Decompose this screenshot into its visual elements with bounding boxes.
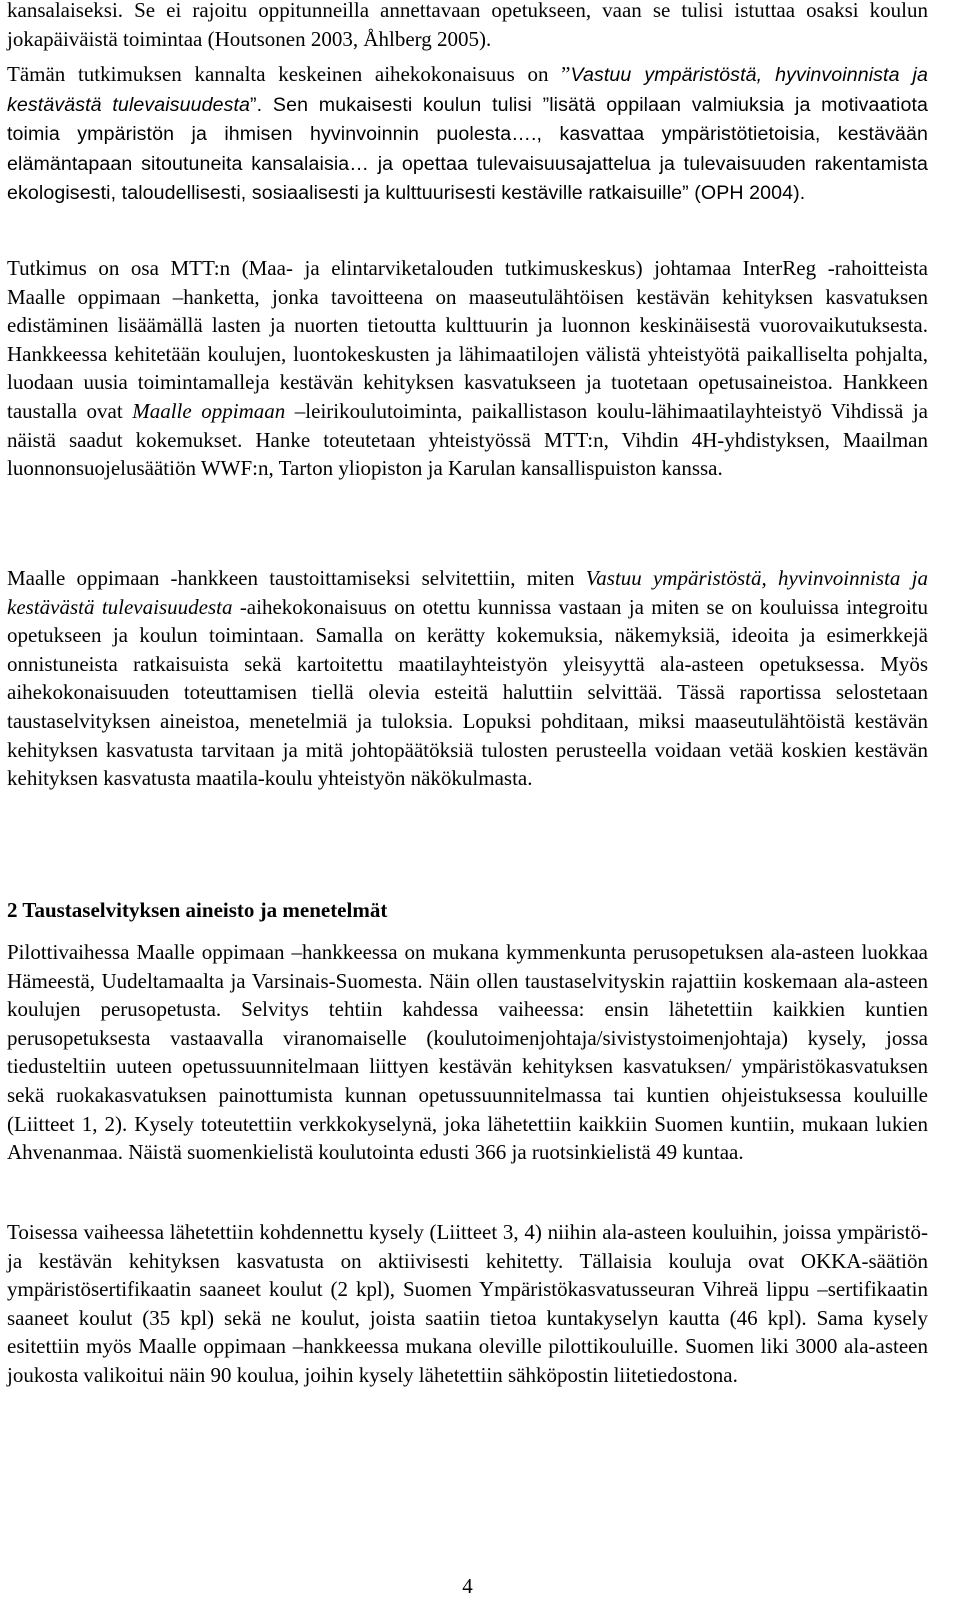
- paragraph-vastuu: [7, 60, 928, 208]
- paragraph-tutkimus-text-b: –leirikoulutoiminta, paikallistason koulu-lähimaatilayhteistyö Vihdissä ja näistä saadut kokemukset. Hanke toteutetaan yhteistyössä MTT:n, Vihdin 4H-yhdistyksen, Maailman luonnonsuojelusäätiön WWF:n, Tarton yliopiston ja Karulan kansallispuiston kanssa.: [7, 398, 928, 481]
- paragraph-maalle-text-b: -aihekokonaisuus on otettu kunnissa vastaan ja miten se on kouluissa integroitu opetukseen ja koulun toimintaan. Samalla on kerätty kokemuksia, näkemyksiä, ideoita ja esimerkkejä onnistuneista ratkaisuista sekä kartoitettu maatilayhteistyön yleisyyttä ala-asteen opetuksessa. Myös aihekokonaisuuden toteuttamisen tiellä olevia esteitä haluttiin selvittää. Tässä raportissa selostetaan taustaselvityksen aineistoa, menetelmiä ja tuloksia. Lopuksi pohditaan, miksi maaseutulähtöistä kestävän kehityksen kasvatusta tarvitaan ja mitä johtopäätöksiä tulosten perusteella voidaan vetää koskien kestävän kehityksen kasvatusta maatila-koulu yhteistyön näkökulmasta.: [7, 594, 928, 791]
- paragraph-maalle-text-a: Maalle oppimaan -hankkeen taustoittamiseksi selvitettiin, miten: [7, 566, 586, 590]
- paragraph-toisessa: Toisessa vaiheessa lähetettiin kohdennettu kysely (Liitteet 3, 4) niihin ala-asteen kouluihin, joissa ympäristö- ja kestävän kehityksen kasvatusta on aktiivisesti kehitetty. Tällaisia kouluja ovat OKKA-säätiön ympäristösertifikaatin saaneet koulut (2 kpl), Suomen Ympäristökasvatusseuran Vihreä lippu –sertifikaatin saaneet koulut (35 kpl) sekä ne koulut, joista saatiin tietoa kuntakyselyn kautta (46 kpl). Sama kysely esitettiin myös Maalle oppimaan –hankkeessa mukana oleville pilottikouluille. Suomen liki 3000 ala-asteen joukosta valikoitui näin 90 koulua, joihin kysely lähetettiin sähköpostin liitetiedostona.: [7, 1220, 928, 1387]
- paragraph-vastuu-title: Vastuu ympäristöstä, hyvinvoinnista ja kestävästä tulevaisuudesta: [7, 64, 928, 116]
- paragraph-tutkimus: [7, 254, 928, 483]
- paragraph-intro: kansalaiseksi. Se ei rajoitu oppitunneilla annettavaan opetukseen, vaan se tulisi istuttaa osaksi koulun jokapäiväistä toimintaa (Houtsonen 2003, Åhlberg 2005).: [7, 0, 928, 51]
- paragraph-vastuu-text-b: ”. Sen mukaisesti koulun tulisi ”lisätä oppilaan valmiuksia ja motivaatiota toimia ympäristön ja ihmisen hyvinvoinnin puolesta…., kasvattaa ympäristötietoisia, kestävään elämäntapaan sitoutuneita kansalaisia… ja opettaa tulevaisuusajattelua ja tulevaisuuden rakentamista ekologisesti, taloudellisesti, sosiaalisesti ja kulttuurisesti kestäville ratkaisuille” (OPH 2004).: [7, 93, 928, 205]
- section-heading: 2 Taustaselvityksen aineisto ja menetelmät: [7, 898, 388, 922]
- paragraph-pilotti: Pilottivaihessa Maalle oppimaan –hankkeessa on mukana kymmenkunta perusopetuksen ala-asteen luokkaa Hämeestä, Uudeltamaalta ja Varsinais-Suomesta. Näin ollen taustaselvityskin rajattiin koskemaan ala-asteen koulujen perusopetusta. Selvitys tehtiin kahdessa vaiheessa: ensin lähetettiin kaikkien kuntien perusopetuksesta vastaavalla viranomaiselle (koulutoimenjohtaja/sivistystoimenjohtaja) kysely, jossa tiedusteltiin uuteen opetussuunnitelmaan liittyen kestävän kehityksen kasvatuksen/ ympäristökasvatuksen sekä ruokakasvatuksen painottumista kunnan opetussuunnitelmassa tai kuntien ohjeistuksessa kouluille (Liitteet 1, 2). Kysely toteutettiin verkkokyselynä, joka lähetettiin kaikkiin Suomen kuntiin, mukaan lukien Ahvenanmaa. Näistä suomenkielistä koulutointa edusti 366 ja ruotsinkielistä 49 kuntaa.: [7, 940, 928, 1165]
- page-number: 4: [462, 1574, 473, 1598]
- paragraph-vastuu-text-a: Tämän tutkimuksen kannalta keskeinen aihekokonaisuus on ”: [7, 62, 571, 86]
- paragraph-maalle: [7, 564, 928, 793]
- paragraph-tutkimus-italic: Maalle oppimaan: [132, 398, 286, 423]
- paragraph-tutkimus-text-a: Tutkimus on osa MTT:n (Maa- ja elintarviketalouden tutkimuskeskus) johtamaa InterReg -rahoitteista Maalle oppimaan –hanketta, jonka tavoitteena on maaseutulähtöisen kestävän kehityksen kasvatuksen edistäminen lisäämällä lasten ja nuorten tietoutta kulttuurin ja luonnon keskinäisestä vuorovaikutuksesta. Hankkeessa kehitetään koulujen, luontokeskusten ja lähimaatilojen välistä yhteistyötä paikalliselta pohjalta, luodaan uusia toimintamalleja kestävän kehityksen kasvatukseen ja tuotetaan opetusaineistoa. Hankkeen taustalla ovat: [7, 256, 928, 423]
- paragraph-maalle-italic: Vastuu ympäristöstä, hyvinvoinnista ja kestävästä tulevaisuudesta: [7, 566, 928, 619]
